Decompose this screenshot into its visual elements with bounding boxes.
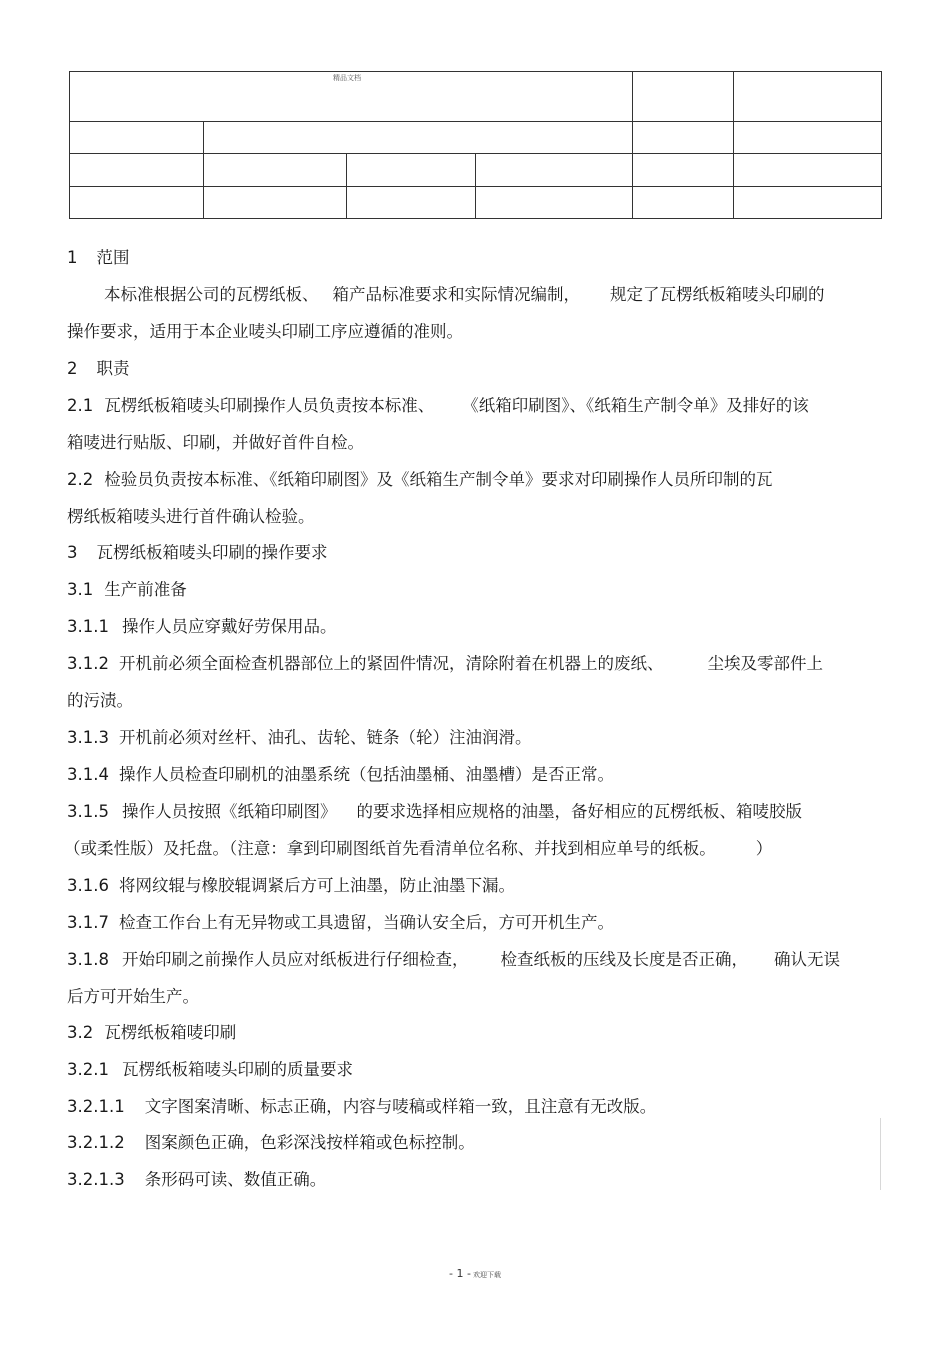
section-heading bbox=[67, 359, 130, 379]
text-run: （或柔性版）及托盘。（注意：拿到印刷图纸首先看清单位名称、并找到相应单号的纸板。 bbox=[64, 839, 716, 858]
text-run: 操作人员应穿戴好劳保用品。 bbox=[121, 617, 337, 636]
paragraph-line bbox=[67, 654, 823, 674]
text-run: 瓦楞纸板箱唛头印刷操作人员负责按本标准、 bbox=[104, 396, 435, 415]
table-cell bbox=[633, 154, 734, 187]
subsection-heading bbox=[67, 580, 187, 600]
table-cell bbox=[347, 187, 476, 219]
paragraph-line bbox=[104, 285, 825, 305]
page-number: - 1 - bbox=[449, 1267, 471, 1280]
section-number: 1 bbox=[67, 248, 78, 267]
table-row bbox=[70, 154, 882, 187]
text-run: 检查工作台上有无异物或工具遗留，当确认安全后，方可开机生产。 bbox=[118, 913, 614, 932]
text-run: 检验员负责按本标准、《纸箱印刷图》及《纸箱生产制令单》要求对印刷操作人员所印制的瓦 bbox=[104, 470, 773, 489]
clause-number: 3.1.3 bbox=[67, 728, 109, 747]
clause-number: 3.2.1.2 bbox=[67, 1133, 125, 1152]
paragraph-line bbox=[67, 876, 515, 896]
table-cell bbox=[70, 154, 204, 187]
clause-number: 3.1.4 bbox=[67, 765, 109, 784]
text-run: 瓦楞纸板箱唛印刷 bbox=[104, 1023, 237, 1042]
table-cell bbox=[734, 187, 882, 219]
text-run: 箱产品标准要求和实际情况编制， bbox=[332, 285, 580, 304]
page-footer bbox=[0, 1262, 950, 1281]
paragraph-line bbox=[67, 802, 802, 822]
table-cell bbox=[633, 72, 734, 122]
text-run: 文字图案清晰、标志正确，内容与唛稿或样箱一致，且注意有无改版。 bbox=[144, 1097, 657, 1116]
table-cell bbox=[476, 187, 633, 219]
text-run: 图案颜色正确，色彩深浅按样箱或色标控制。 bbox=[144, 1133, 475, 1152]
section-number: 2 bbox=[67, 359, 78, 378]
table-cell bbox=[633, 187, 734, 219]
paragraph-line bbox=[67, 913, 614, 933]
paragraph-line bbox=[67, 950, 840, 970]
text-run: 检查纸板的压线及长度是否正确， bbox=[500, 950, 748, 969]
subsection-heading bbox=[67, 1060, 353, 1080]
clause-number: 3.1.8 bbox=[67, 950, 109, 969]
text-run: 尘埃及零部件上 bbox=[707, 654, 823, 673]
text-run: 将网纹辊与橡胶辊调紧后方可上油墨，防止油墨下漏。 bbox=[118, 876, 515, 895]
table-cell bbox=[347, 154, 476, 187]
clause-number: 3.2 bbox=[67, 1023, 94, 1042]
clause-number: 3.2.1.3 bbox=[67, 1170, 125, 1189]
subsection-heading bbox=[67, 1023, 236, 1043]
text-run: 规定了瓦楞纸板箱唛头印刷的 bbox=[610, 285, 825, 304]
clause-number: 3.2.1.1 bbox=[67, 1097, 125, 1116]
text-run: ） bbox=[755, 839, 773, 858]
text-run: 开机前必须对丝杆、油孔、齿轮、链条（轮）注油润滑。 bbox=[118, 728, 532, 747]
text-run: 操作人员检查印刷机的油墨系统（包括油墨桶、油墨槽）是否正常。 bbox=[118, 765, 614, 784]
paragraph-line bbox=[67, 728, 531, 748]
watermark-text: 精品文档 bbox=[333, 74, 361, 82]
paragraph-line bbox=[67, 765, 614, 785]
text-run: 的要求选择相应规格的油墨，备好相应的瓦楞纸板、箱唛胶版 bbox=[356, 802, 802, 821]
paragraph-line: 的污渍。 bbox=[67, 691, 133, 710]
paragraph-line: 箱唛进行贴版、印刷，并做好首件自检。 bbox=[67, 433, 364, 452]
table-cell bbox=[204, 122, 633, 154]
header-table bbox=[69, 71, 882, 219]
table-cell bbox=[204, 154, 347, 187]
section-title: 范围 bbox=[96, 248, 130, 267]
clause-number: 3.1 bbox=[67, 580, 94, 599]
section-number: 3 bbox=[67, 543, 78, 562]
paragraph-line bbox=[67, 396, 809, 416]
margin-rule bbox=[880, 1118, 881, 1190]
text-run: 条形码可读、数值正确。 bbox=[144, 1170, 327, 1189]
text-run: 瓦楞纸板箱唛头印刷的质量要求 bbox=[121, 1060, 353, 1079]
download-note: 欢迎下载 bbox=[472, 1271, 501, 1279]
clause-number: 3.1.7 bbox=[67, 913, 109, 932]
table-cell bbox=[633, 122, 734, 154]
table-cell bbox=[734, 122, 882, 154]
table-cell bbox=[734, 72, 882, 122]
clause-number: 2.2 bbox=[67, 470, 94, 489]
clause-number: 3.1.1 bbox=[67, 617, 109, 636]
paragraph-line bbox=[67, 470, 773, 490]
text-run: 本标准根据公司的瓦楞纸板、 bbox=[104, 285, 319, 304]
paragraph-line bbox=[64, 839, 772, 859]
paragraph-line bbox=[67, 617, 336, 637]
paragraph-line: 后方可开始生产。 bbox=[67, 987, 199, 1006]
clause-number: 3.2.1 bbox=[67, 1060, 109, 1079]
section-title: 瓦楞纸板箱唛头印刷的操作要求 bbox=[96, 543, 328, 562]
table-cell bbox=[204, 187, 347, 219]
table-cell bbox=[734, 154, 882, 187]
text-run: 操作人员按照《纸箱印刷图》 bbox=[121, 802, 337, 821]
text-run: 《纸箱印刷图》、《纸箱生产制令单》及排好的该 bbox=[462, 396, 809, 415]
clause-number: 3.1.2 bbox=[67, 654, 109, 673]
section-heading bbox=[67, 248, 130, 268]
section-title: 职责 bbox=[96, 359, 130, 378]
paragraph-line bbox=[67, 1097, 656, 1117]
table-row bbox=[70, 187, 882, 219]
clause-number: 3.1.5 bbox=[67, 802, 109, 821]
clause-number: 2.1 bbox=[67, 396, 94, 415]
section-heading bbox=[67, 543, 328, 563]
text-run: 开始印刷之前操作人员应对纸板进行仔细检查， bbox=[121, 950, 469, 969]
table-cell bbox=[476, 154, 633, 187]
text-run: 确认无误 bbox=[773, 950, 840, 969]
paragraph-line: 操作要求，适用于本企业唛头印刷工序应遵循的准则。 bbox=[67, 322, 463, 341]
clause-number: 3.1.6 bbox=[67, 876, 109, 895]
paragraph-line bbox=[67, 1133, 475, 1153]
paragraph-line bbox=[67, 1170, 326, 1190]
text-run: 开机前必须全面检查机器部位上的紧固件情况，清除附着在机器上的废纸、 bbox=[118, 654, 664, 673]
text-run: 生产前准备 bbox=[104, 580, 187, 599]
table-row bbox=[70, 122, 882, 154]
table-cell bbox=[70, 187, 204, 219]
table-cell bbox=[70, 122, 204, 154]
table-row bbox=[70, 72, 882, 122]
paragraph-line: 楞纸板箱唛头进行首件确认检验。 bbox=[67, 507, 315, 526]
